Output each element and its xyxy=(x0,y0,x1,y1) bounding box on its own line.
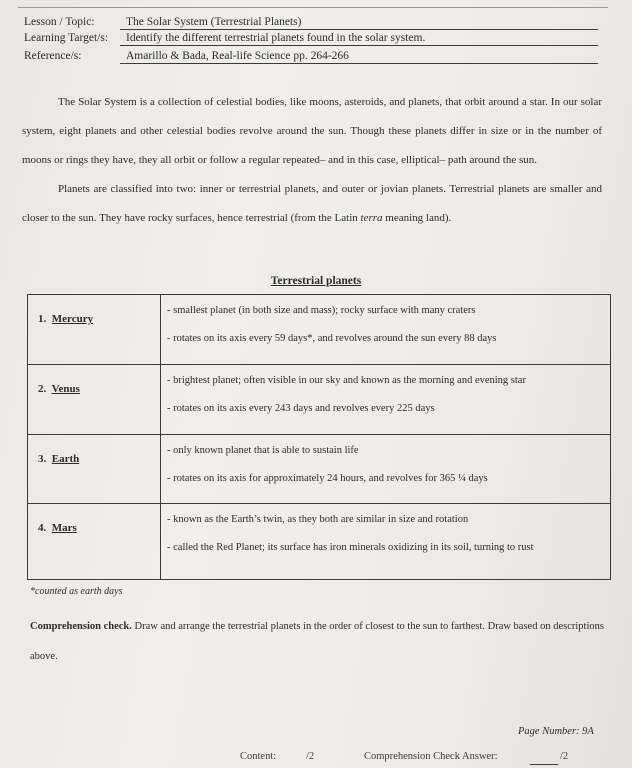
reference-value: Amarillo & Bada, Real-life Science pp. 264-266 xyxy=(126,50,349,62)
planet-description-cell xyxy=(161,365,611,435)
planet-name-cell xyxy=(28,504,161,580)
planet-fact: - rotates on its axis every 59 days*, and revolves around the sun every 88 days xyxy=(167,333,497,344)
intro-paragraph-2 xyxy=(22,175,602,233)
table-row xyxy=(28,295,611,365)
latin-term: terra xyxy=(360,212,383,224)
table-title: Terrestrial planets xyxy=(270,275,362,287)
planet-name: Mars xyxy=(51,522,77,534)
planet-fact: - brightest planet; often visible in our sky and known as the morning and evening star xyxy=(167,375,526,386)
planet-name-cell xyxy=(28,365,161,435)
target-underline xyxy=(120,45,598,46)
intro-paragraph-2-end: meaning land). xyxy=(382,212,452,224)
planet-number: 1. xyxy=(38,313,47,325)
page-number: Page Number: 9A xyxy=(518,726,594,737)
table-row xyxy=(28,435,611,504)
comprehension-score: /2 xyxy=(560,751,569,762)
planet-fact: - only known planet that is able to sustain life xyxy=(167,445,359,456)
reference-underline xyxy=(120,63,598,64)
content-score-label: Content: xyxy=(240,751,277,762)
planet-name: Venus xyxy=(51,383,80,395)
footnote: *counted as earth days xyxy=(30,586,123,597)
terrestrial-planets-table xyxy=(27,294,611,580)
intro-paragraph-2-text: Planets are classified into two: inner or terrestrial planets, and outer or jovian planets. Terrestrial planets are smaller and closer to the sun. They have rocky surfaces, hence terrestrial (from the Latin xyxy=(22,183,602,224)
target-value: Identify the different terrestrial planets found in the solar system. xyxy=(126,32,426,44)
planet-name-cell xyxy=(28,435,161,504)
comprehension-instructions: Draw and arrange the terrestrial planets in the order of closest to the sun to farthest. Draw based on descriptions above. xyxy=(30,621,604,662)
top-rule xyxy=(18,7,608,8)
planet-fact: - rotates on its axis for approximately 24 hours, and revolves for 365 ¼ days xyxy=(167,473,488,484)
planet-name: Mercury xyxy=(51,313,94,325)
comprehension-score-label: Comprehension Check Answer: xyxy=(364,751,498,762)
reference-label: Reference/s: xyxy=(24,50,82,62)
content-score: /2 xyxy=(306,751,315,762)
planet-number: 2. xyxy=(38,383,47,395)
lesson-underline xyxy=(120,29,598,30)
intro-paragraph-1: The Solar System is a collection of celestial bodies, like moons, asteroids, and planets, that orbit around a star. In our solar system, eight planets and other celestial bodies revolve around the sun. Though these planets differ in size or in the number of moons or rings they have, they all orbit or follow a regular repeated– and in this case, elliptical– path around the sun. xyxy=(22,96,602,166)
planet-name-cell xyxy=(28,295,161,365)
planet-description-cell xyxy=(161,295,611,365)
lesson-label: Lesson / Topic: xyxy=(24,16,95,28)
planet-fact: - known as the Earth’s twin, as they both are similar in size and rotation xyxy=(167,514,469,525)
planet-fact: - rotates on its axis every 243 days and revolves every 225 days xyxy=(167,403,435,414)
table-row xyxy=(28,504,611,580)
score-blank-line xyxy=(530,764,558,765)
lesson-value: The Solar System (Terrestrial Planets) xyxy=(126,16,302,28)
comprehension-check xyxy=(30,612,610,672)
planet-number: 3. xyxy=(38,453,47,465)
table-row xyxy=(28,365,611,435)
planet-description-cell xyxy=(161,435,611,504)
planet-fact: - called the Red Planet; its surface has iron minerals oxidizing in its soil, turning to rust xyxy=(167,542,534,553)
intro-text xyxy=(22,88,602,233)
planet-number: 4. xyxy=(38,522,47,534)
planet-description-cell xyxy=(161,504,611,580)
comprehension-label: Comprehension check. xyxy=(30,621,132,632)
target-label: Learning Target/s: xyxy=(24,32,109,44)
planet-name: Earth xyxy=(51,453,80,465)
planet-fact: - smallest planet (in both size and mass); rocky surface with many craters xyxy=(167,305,476,316)
